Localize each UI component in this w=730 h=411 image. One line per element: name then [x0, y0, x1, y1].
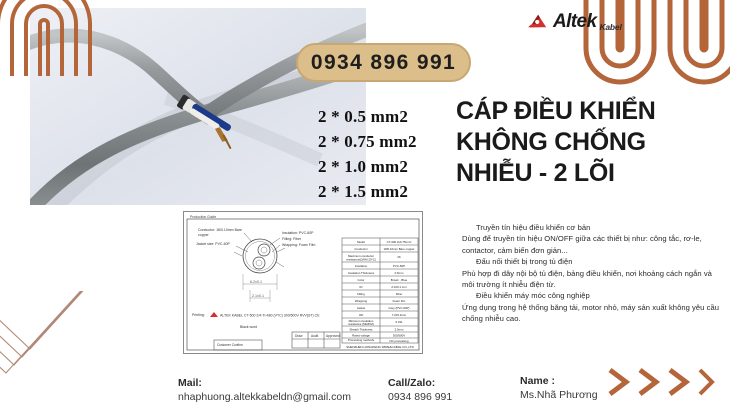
svg-text:Draw: Draw — [295, 334, 303, 338]
svg-text:2.0mm: 2.0mm — [394, 327, 404, 332]
desc-bullet-3-line-1: Ứng dụng trong hệ thống băng tải, motor nhỏ, máy sản xuất không yêu cầu — [462, 302, 720, 312]
svg-text:ALTEK KABEL CT-500 2/4-TI-48: ALTEK KABEL CT-500 2/4-TI-480 (VTC) 300/500V RVV(ST) CE — [220, 313, 320, 318]
svg-text:Fiber: Fiber — [395, 292, 403, 296]
svg-text:Sheath Thickness: Sheath Thickness — [349, 327, 373, 332]
svg-text:Insulation: Insulation — [354, 264, 368, 268]
svg-text:OD: OD — [358, 313, 364, 317]
svg-text:Audit: Audit — [311, 334, 319, 338]
title-line-2: KHÔNG CHỐNG — [456, 128, 646, 156]
desc-bullet-3-title: Điều khiển máy móc công nghiệp — [476, 291, 590, 301]
svg-text:0.6mm: 0.6mm — [394, 271, 404, 275]
svg-text:18/0.10mm Bare copper: 18/0.10mm Bare copper — [383, 247, 415, 251]
page-title — [456, 96, 724, 189]
desc-bullet-2-title: Đấu nối thiết bị trong tủ điện — [476, 257, 573, 267]
svg-text:Wrapping: Foam Film: Wrapping: Foam Film — [282, 243, 316, 247]
brand-logo — [528, 8, 650, 34]
svg-text:Printing:: Printing: — [192, 313, 205, 317]
title-line-1: CÁP ĐIỀU KHIỂN — [456, 97, 656, 125]
desc-bullet-1-title: Truyền tín hiệu điều khiển cơ bản — [476, 223, 591, 232]
description-block — [462, 222, 728, 325]
size-list — [318, 104, 417, 204]
svg-text:copper: copper — [198, 233, 209, 237]
svg-text:Customer Confirm: Customer Confirm — [217, 343, 243, 347]
logo-subword: Kabel — [599, 22, 622, 32]
desc-bullet-2-line-2: môi trường ít nhiễu điện từ. — [462, 280, 556, 290]
svg-text:Black word: Black word — [240, 325, 258, 329]
cable-illustration — [30, 8, 366, 205]
phone-badge-number: 0934 896 991 — [310, 50, 457, 74]
svg-text:Wrapping: Wrapping — [354, 299, 368, 303]
size-item: 2 * 1.5 mm2 — [318, 182, 409, 201]
size-item: 2 * 0.75 mm2 — [318, 132, 417, 151]
svg-text:ID: ID — [359, 285, 363, 289]
svg-text:Conductor: 18/0.10mm Bare: Conductor: 18/0.10mm Bare — [198, 228, 242, 232]
dim-inner: 2.1±0.1 — [252, 294, 264, 298]
svg-text:Insulation: PVC-60P: Insulation: PVC-60P — [282, 231, 314, 235]
chevron-decoration — [604, 365, 716, 399]
svg-text:300/500V: 300/500V — [392, 333, 406, 338]
svg-text:Jacket: Jacket — [356, 306, 366, 310]
footer-call-value[interactable]: 0934 896 991 — [388, 391, 453, 403]
technical-drawing — [183, 211, 423, 354]
size-item: 2 * 1.0 mm2 — [318, 157, 409, 176]
footer-mail-value[interactable]: nhaphuong.altekkabeldn@gmail.com — [178, 391, 351, 403]
desc-bullet-2-line-1: Phù hợp đi dây nội bộ tủ điện, bảng điều khiển, nơi khoảng cách ngắn và — [462, 268, 712, 278]
product-photo — [30, 8, 366, 205]
svg-text:Color: Color — [357, 278, 365, 282]
phone-badge[interactable] — [296, 43, 471, 82]
footer-mail — [178, 376, 351, 404]
logo-wordmark: Altek — [553, 10, 597, 32]
size-item: 2 * 0.5 mm2 — [318, 107, 409, 126]
svg-text:0.011: 0.011 — [395, 320, 403, 324]
svg-text:Foam film: Foam film — [392, 299, 406, 303]
svg-text:2.0±0.1 mm: 2.0±0.1 mm — [391, 285, 407, 289]
footer-name-value: Ms.Nhã Phương — [520, 389, 598, 401]
svg-text:Rated voltage: Rated voltage — [352, 333, 370, 338]
zigzag-decoration-bottom-left — [0, 291, 160, 411]
title-line-3: NHIỄU - 2 LÕI — [456, 159, 615, 187]
desc-bullet-1-line-1: Dùng để truyền tín hiệu ON/OFF giữa các thiết bị như: công tắc, rơ-le, — [462, 234, 702, 244]
svg-text:Approved: Approved — [326, 334, 340, 338]
svg-text:NC processing: NC processing — [389, 339, 409, 343]
svg-text:Filling: Fiber: Filling: Fiber — [282, 237, 302, 241]
svg-text:Production Guide: Production Guide — [190, 215, 217, 219]
svg-text:Model: Model — [357, 240, 365, 244]
svg-text:Grey (PVC-60P): Grey (PVC-60P) — [388, 306, 410, 310]
svg-text:SHENZHEN HONGFENG WIRE&CABLE C: SHENZHEN HONGFENG WIRE&CABLE CO.,LTD — [346, 345, 414, 349]
footer-call — [388, 376, 452, 404]
svg-text:Filling: Filling — [357, 292, 365, 296]
svg-text:Insulation Thickness: Insulation Thickness — [347, 271, 375, 275]
svg-text:Conductor: Conductor — [354, 247, 368, 251]
svg-text:resistance (MΩ/KM): resistance (MΩ/KM) — [348, 322, 374, 326]
desc-bullet-3-line-2: chống nhiễu cao. — [462, 314, 521, 324]
desc-bullet-1-line-2: contactor, cảm biến đơn giản... — [462, 245, 568, 255]
altek-logo-mark — [528, 12, 550, 30]
svg-text:PVC-60P: PVC-60P — [392, 264, 406, 268]
svg-text:7.2±0.2mm: 7.2±0.2mm — [391, 313, 407, 317]
svg-text:Minimum insulation: Minimum insulation — [348, 319, 374, 323]
footer-name-label: Name : — [520, 375, 556, 387]
svg-text:Brown , Blue: Brown , Blue — [390, 278, 408, 282]
svg-text:CT-300 2x0.75mm²: CT-300 2x0.75mm² — [386, 240, 412, 244]
svg-text:resistance(Ω/KM 20°C): resistance(Ω/KM 20°C) — [346, 257, 376, 262]
svg-text:Maximum conductor: Maximum conductor — [347, 254, 375, 258]
svg-text:Jacket size: PVC-60P: Jacket size: PVC-60P — [196, 242, 230, 246]
svg-text:Processing methods: Processing methods — [347, 338, 375, 342]
footer-call-label: Call/Zalo: — [388, 377, 436, 389]
footer-name — [520, 374, 598, 402]
dim-outer: 6.2±0.1 — [250, 280, 262, 284]
svg-text:26: 26 — [397, 255, 401, 259]
footer-mail-label: Mail: — [178, 377, 202, 389]
drawing-canvas — [184, 212, 422, 353]
